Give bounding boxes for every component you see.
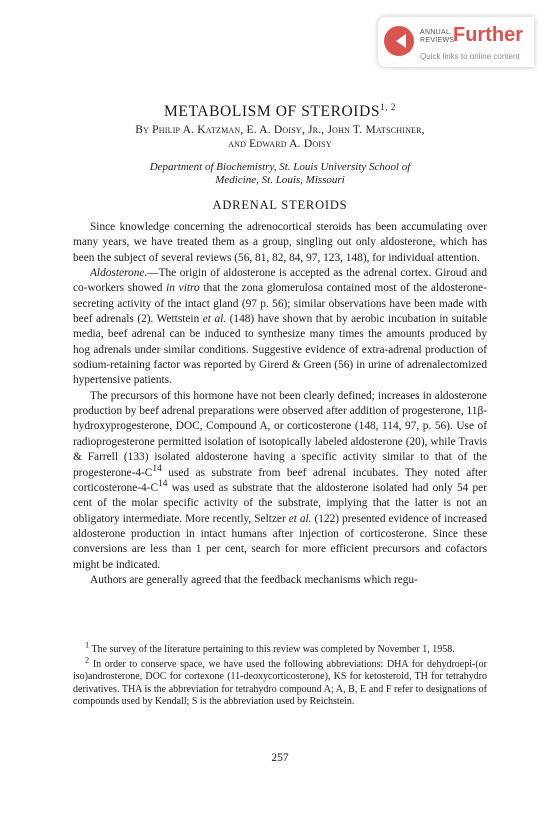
footnote-1: $^1$ The survey of the literature pertaining to this review was completed by November 1, 1958. [85, 640, 455, 655]
footnotes [73, 640, 487, 708]
body-text [73, 220, 487, 588]
affiliation: Department of Biochemistry, St. Louis University School of Medicine, St. Louis, Missouri [149, 161, 411, 186]
title-footnote-marks: 1, 2 [380, 101, 396, 112]
paragraph-intro: Since knowledge concerning the adrenocortical steroids has been accumulating over many years, we have treated them as a group, singling out only aldosterone, which has been the subject of several reviews (56, 81, 82, 84, 97, 123, 148), for individual attention. [73, 221, 487, 264]
author-list: By Philip A. Katzman, E. A. Doisy, Jr., John T. Matschiner, and Edward A. Doisy [135, 124, 425, 150]
further-badge[interactable] [378, 17, 534, 67]
page-number: 257 [271, 752, 289, 764]
paragraph-aldosterone-origin: Aldosterone.—The origin of aldosterone is accepted as the adrenal cortex. Giroud and co-workers showed in vitro that the zona glomerulosa contained most of the aldosterone-secreting activity of the intact gland (97 p. 56); similar observations have been made with beef adrenals (2). Wettstein et al. (148) have shown that by aerobic incubation in suitable media, beef adrenal can be induced to synthesize many times the amounts produced by hog adrenals under similar conditions. Suggestive evidence of extra-adrenal production of sodium-retaining factor was reported by Girerd & Green (56) in urine of adrenalectomized hypertensive patients. [73, 267, 488, 387]
paragraph-precursors: The precursors of this hormone have not been clearly defined; increases in aldosterone production by beef adrenal preparations were observed after addition of progesterone, 11β-hydroxyprogesterone, DOC, Compound A, or corticosterone (148, 114, 97, p. 56). Use of radioprogesterone permitted isolation of isotopically labeled aldosterone (20), while Travis & Farrell (133) isolated aldosterone having a specific activity similar to that of the progesterone-$4-C^{14}$ used as substrate from beef adrenal incubates. They noted after corticosterone-$4-C^{14}$ was used as substrate that the aldosterone isolated had only 54 per cent of the molar specific activity of the substrate, implying that the latter is not an obligatory intermediate. More recently, Seltzer et al. (122) presented evidence of increased aldosterone production in intact humans after injection of corticosterone. Since these conversions are less than 1 per cent, search for more efficient precursors and cofactors might be indicated. [73, 389, 487, 571]
paragraph-feedback: Authors are generally agreed that the feedback mechanisms which regu- [90, 573, 418, 586]
further-label: Further [453, 24, 523, 46]
play-back-icon[interactable] [384, 26, 414, 56]
footnote-2: $^2$ In order to conserve space, we have used the following abbreviations: DHA for dehydroepi-(or iso)androsterone, DOC for cortexone (11-deoxycorticosterone), KS for ketosteroid, TH for tetrahydro derivatives. THA is the abbreviation for tetrahydro compound A; A, B, E and F refer to designations of compounds used by Kendall; S is the abbreviation used by Reichstein. [73, 655, 487, 707]
further-subtitle: Quick links to online content [420, 52, 520, 61]
annual-reviews-logo: ANNUAL REVIEWS [420, 29, 455, 44]
section-heading: ADRENAL STEROIDS [212, 198, 348, 212]
article-title: METABOLISM OF STEROIDS$^{1, 2}$ [164, 101, 396, 120]
